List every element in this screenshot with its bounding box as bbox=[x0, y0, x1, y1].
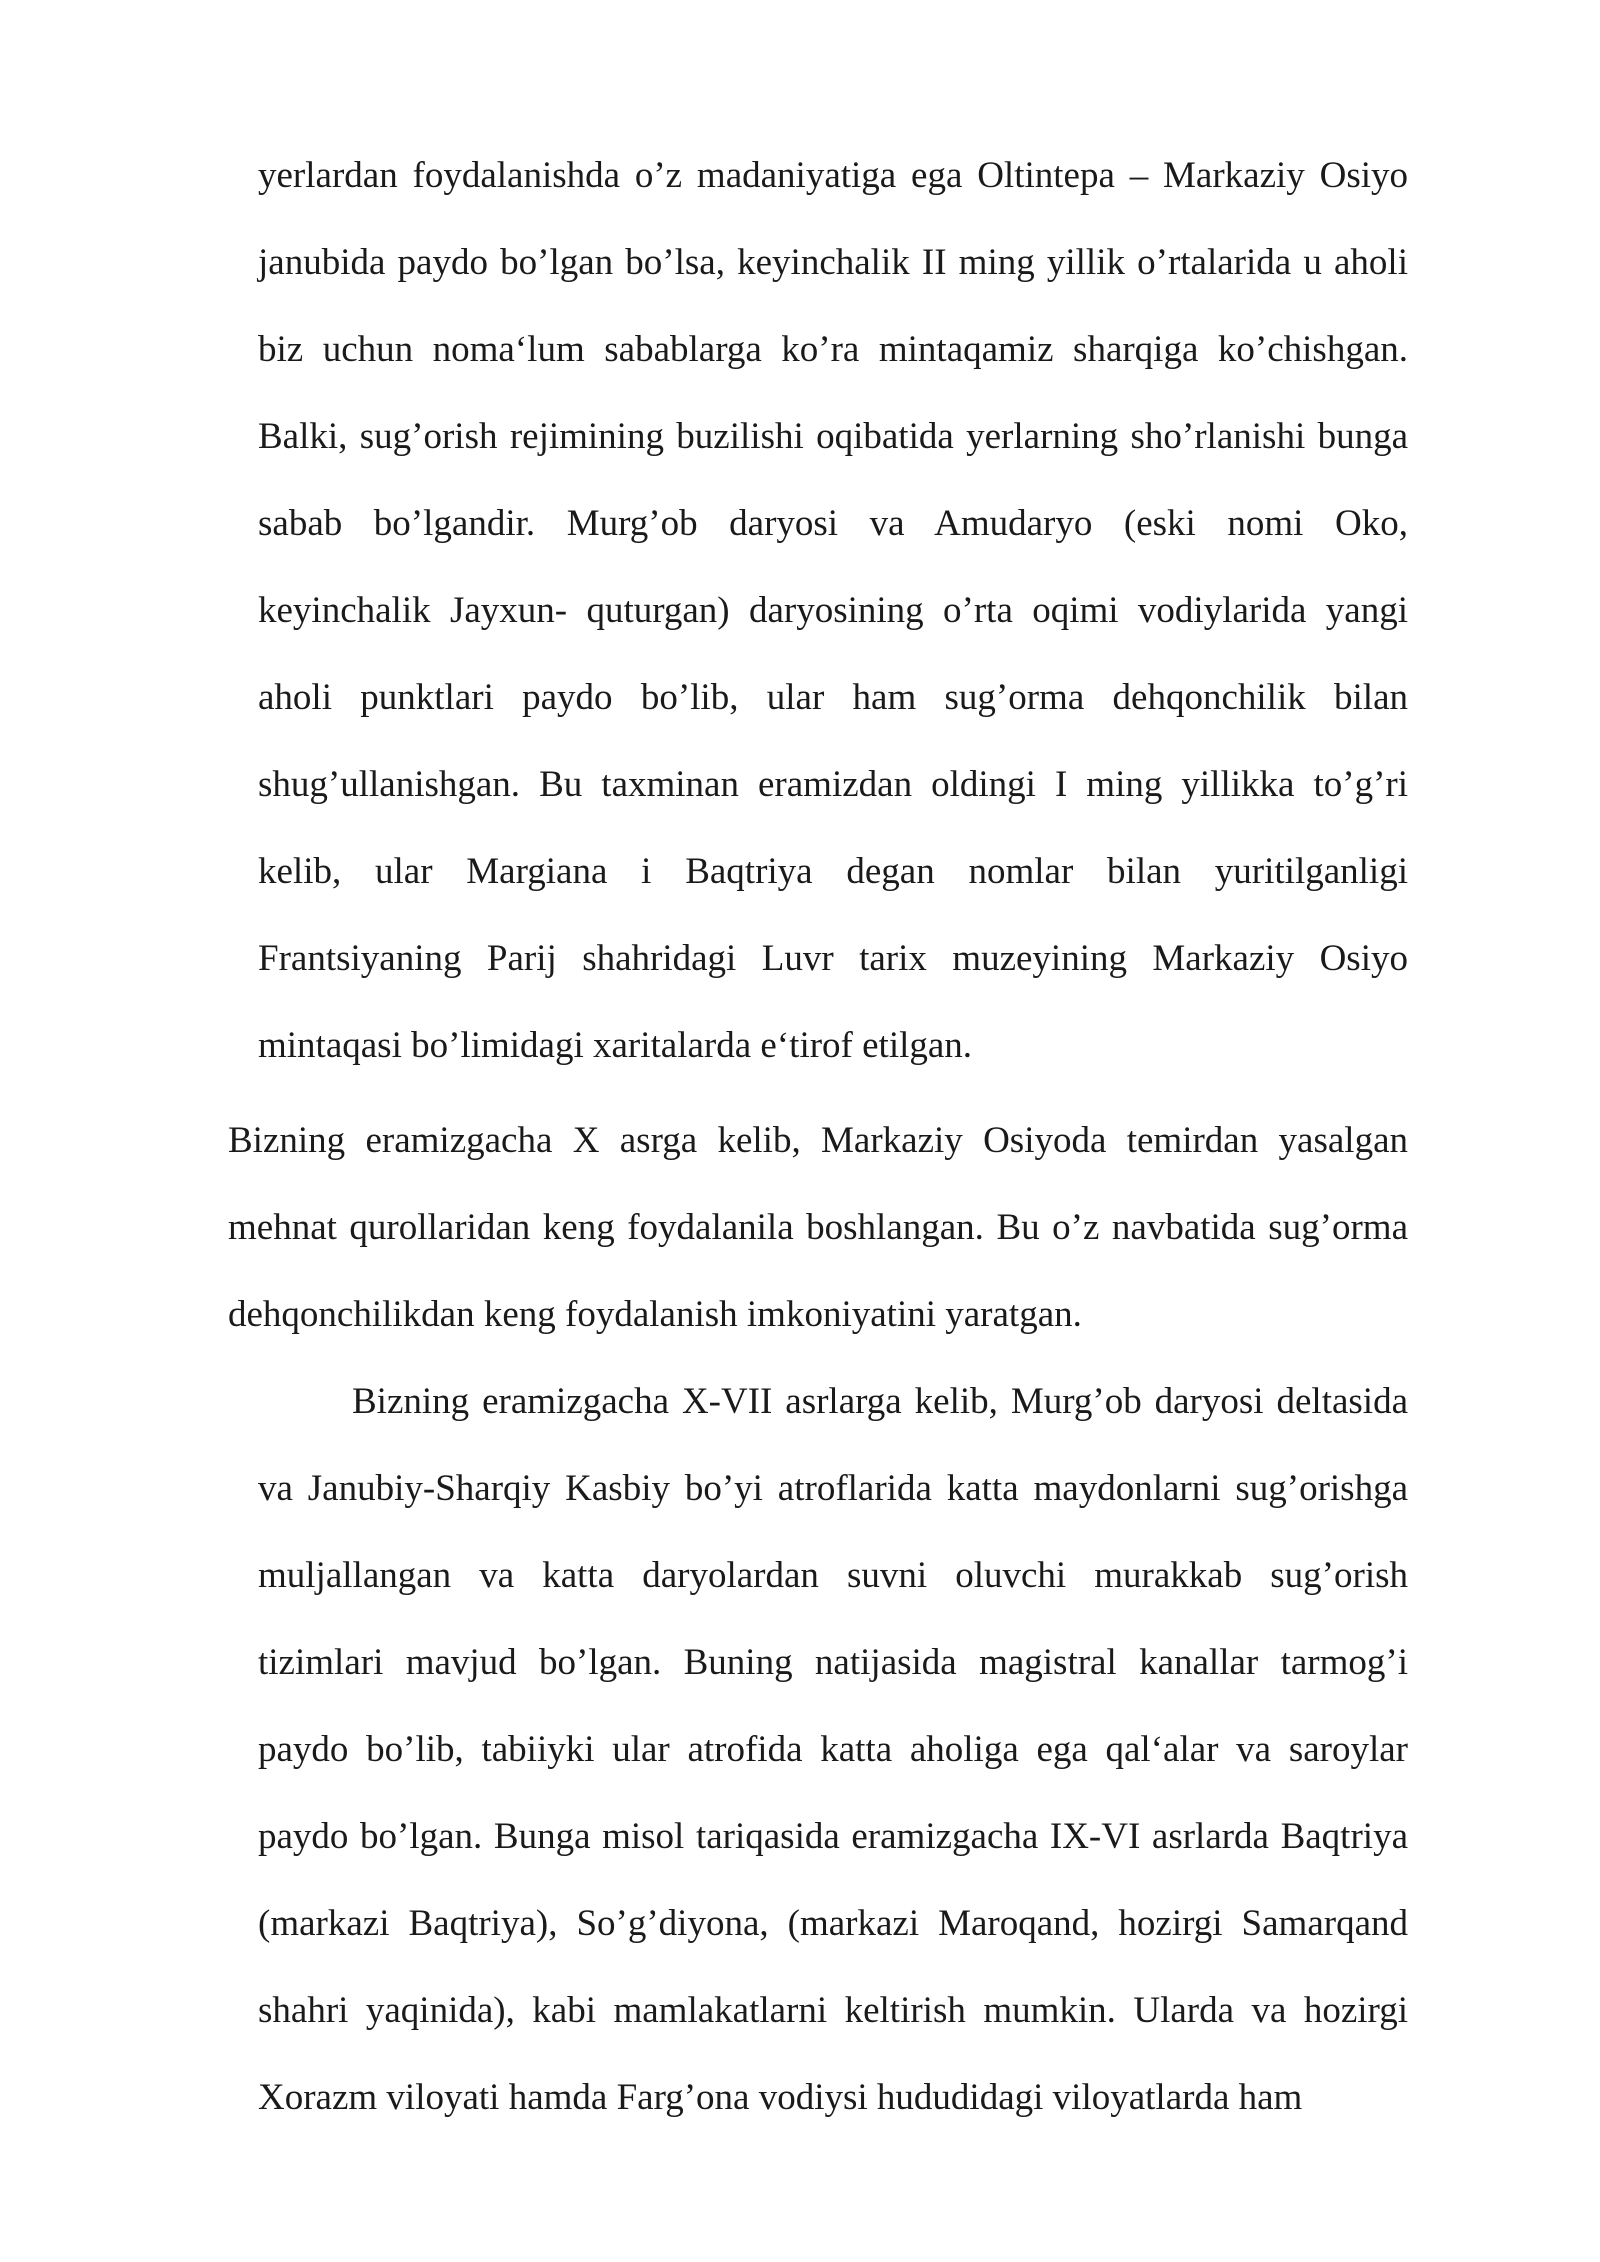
paragraph-irrigation-systems: Bizning eramizgacha X-VII asrlarga kelib, Murg’ob daryosi deltasida va Janubiy-Sharqiy Kasbiy bo’yi atroflarida katta maydonlarni sug’orishga muljallangan va katta daryolardan suvni oluvchi murakkab sug’orish tizimlari mavjud bo’lgan. Buning natijasida magistral kanallar tarmog’i paydo bo’lib, tabiiyki ular atrofida katta aholiga ega qal‘alar va saroylar paydo bo’lgan. Bunga misol tariqasida eramizgacha IX-VI asrlarda Baqtriya (markazi Baqtriya), So’g’diyona, (markazi Maroqand, hozirgi Samarqand shahri yaqinida), kabi mamlakatlarni keltirish mumkin. Ularda va hozirgi Xorazm viloyati hamda Farg’ona vodiysi hududidagi viloyatlarda ham bbox=[258, 1381, 1408, 2118]
paragraph-iron-tools: Bizning eramizgacha X asrga kelib, Markaziy Osiyoda temirdan yasalgan mehnat qurollaridan keng foydalanila boshlangan. Bu o’z navbatida sug’orma dehqonchilikdan keng foydalanish imkoniyatini yaratgan. bbox=[228, 1120, 1408, 1335]
paragraph-oltintepa-history: yerlardan foydalanishda o’z madaniyatiga ega Oltintepa – Markaziy Osiyo janubida paydo bo’lgan bo’lsa, keyinchalik II ming yillik o’rtalarida u aholi biz uchun noma‘lum sabablarga ko’ra mintaqamiz sharqiga ko’chishgan. Balki, sug’orish rejimining buzilishi oqibatida yerlarning sho’rlanishi bunga sabab bo’lgandir. Murg’ob daryosi va Amudaryo (eski nomi Oko, keyinchalik Jayxun- quturgan) daryosining o’rta oqimi vodiylarida yangi aholi punktlari paydo bo’lib, ular ham sug’orma dehqonchilik bilan shug’ullanishgan. Bu taxminan eramizdan oldingi I ming yillikka to’g’ri kelib, ular Margiana i Baqtriya degan nomlar bilan yuritilganligi Frantsiyaning Parij shahridagi Luvr tarix muzeyining Markaziy Osiyo mintaqasi bo’limidagi xaritalarda e‘tirof etilgan. bbox=[258, 155, 1408, 1066]
